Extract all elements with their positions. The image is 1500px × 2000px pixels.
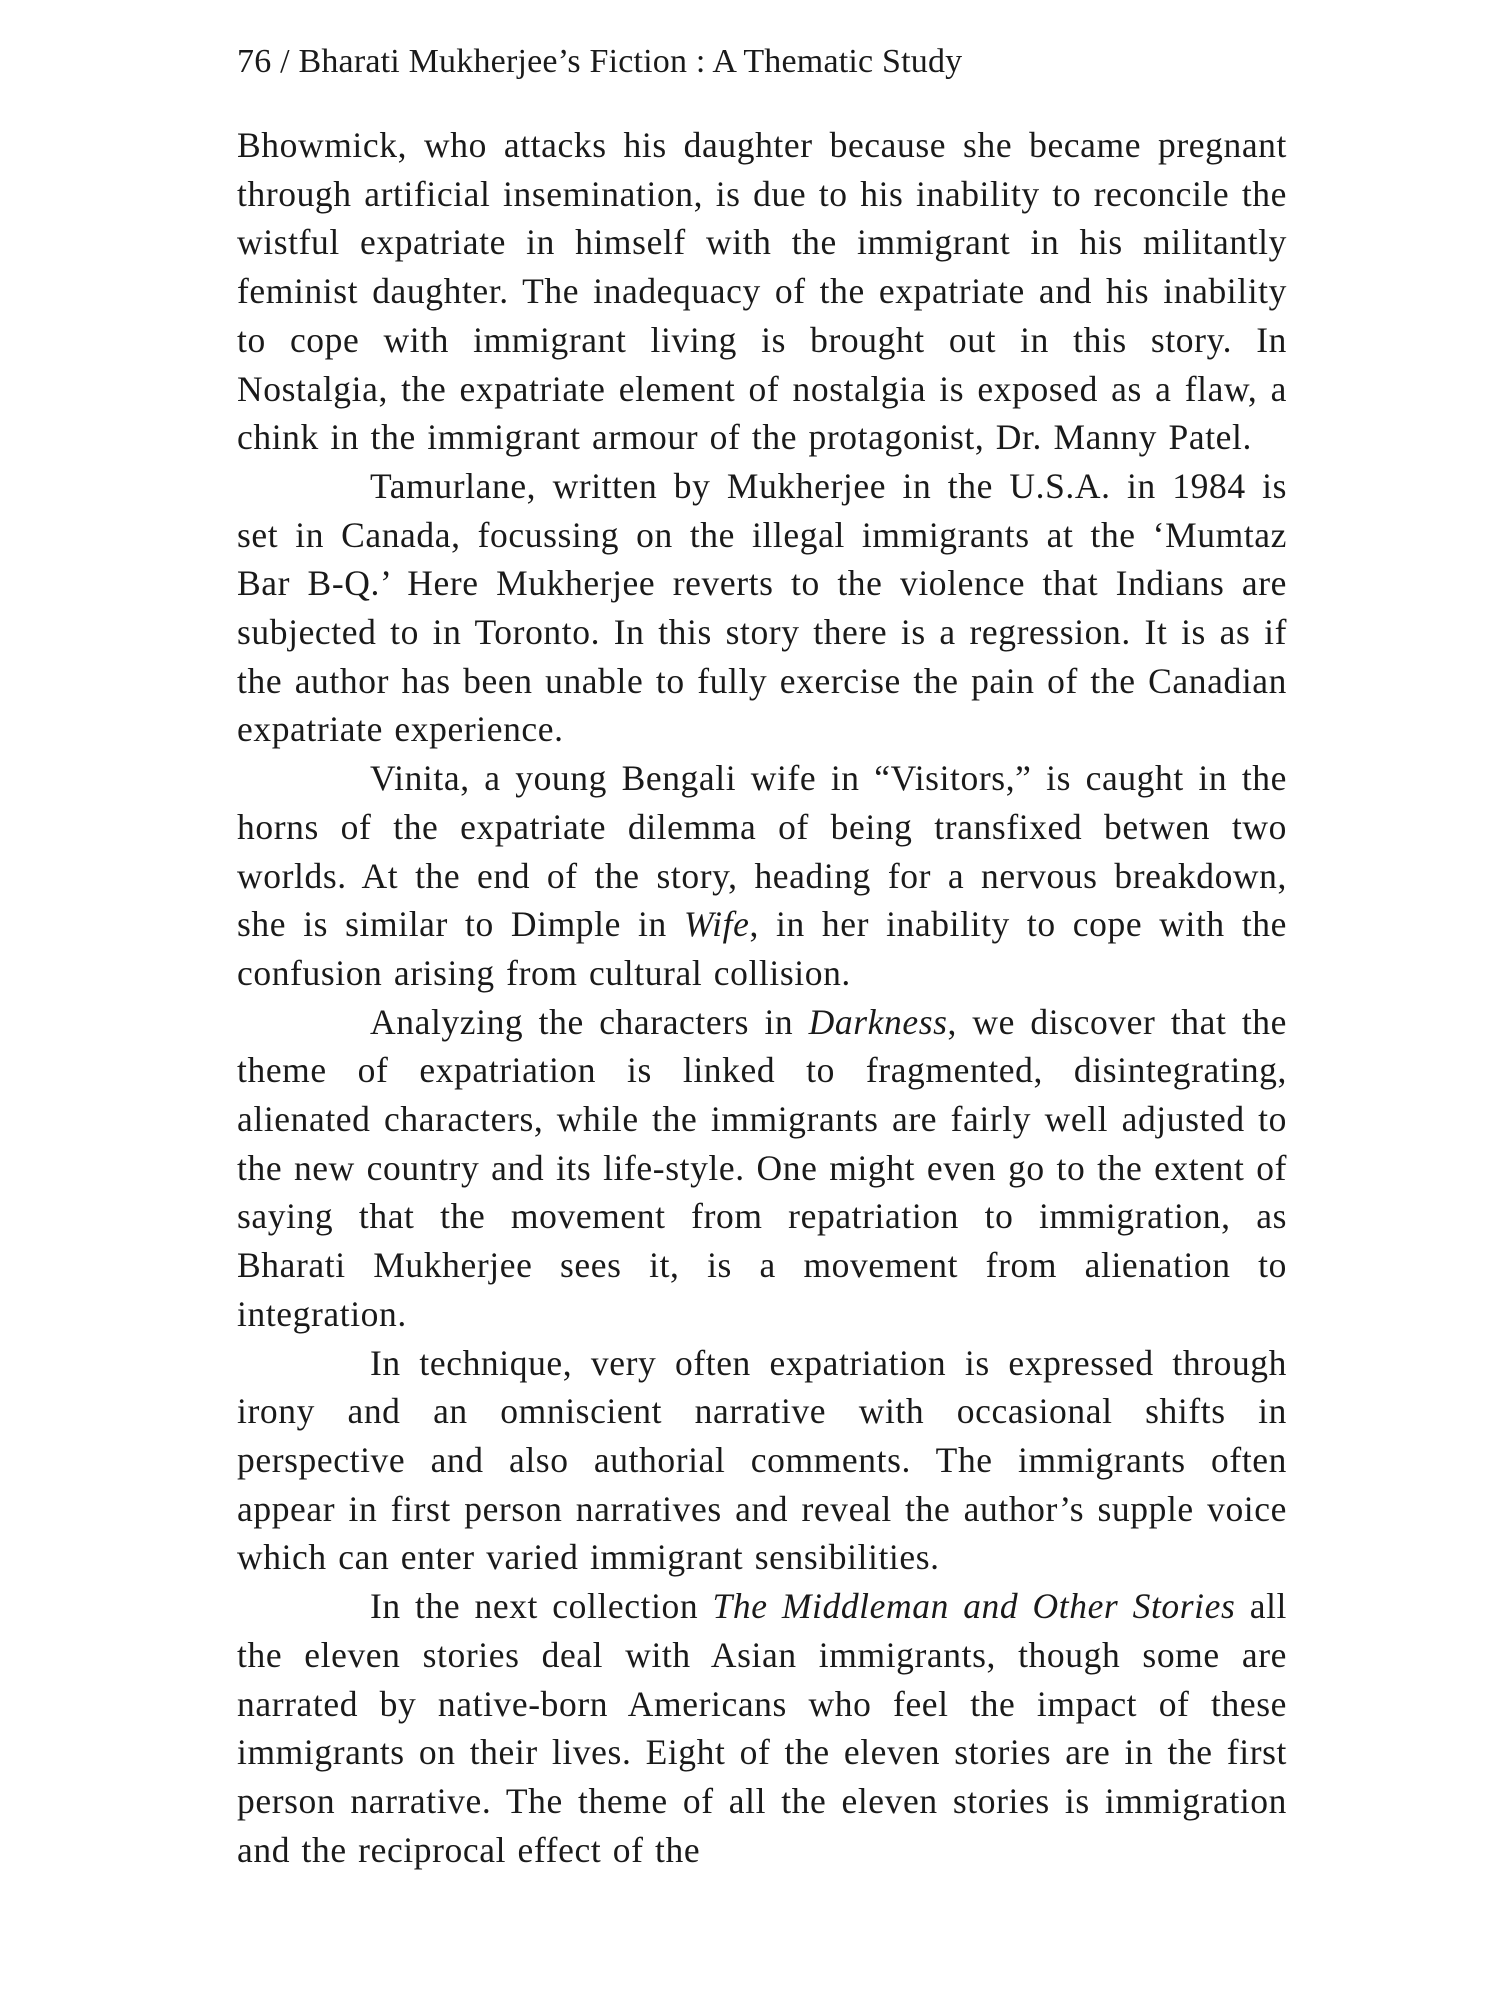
- book-title-wife: Wife: [683, 904, 750, 945]
- book-title-darkness: Darkness: [808, 1001, 948, 1042]
- paragraph-4-text-before: Analyzing the characters in: [370, 1001, 809, 1042]
- paragraph-3-text-after: , in her inability to cope with the confusion arising from cultural collision.: [237, 904, 1288, 993]
- paragraph-6: [237, 1582, 1287, 1874]
- running-head: 76 / Bharati Mukherjee’s Fiction : A Thematic Study: [237, 43, 963, 80]
- paragraph-6-text-after: all the eleven stories deal with Asian immigrants, though some are narrated by native-born Americans who feel the impact of these immigrants on their lives. Eight of the eleven stories are in the first person narrative. The theme of all the eleven stories is immigration and the reciprocal effect of the: [237, 1586, 1287, 1870]
- paragraph-3-text-before: Vinita, a young Bengali wife in “Visitors,” is caught in the horns of the expatriate dilemma of being transfixed betwen two worlds. At the end of the story, heading for a nervous breakdown, she is similar to Dimple in: [237, 758, 1287, 945]
- book-title-middleman: The Middleman and Other Stories: [712, 1586, 1236, 1627]
- paragraph-5: In technique, very often expatriation is expressed through irony and an omniscient narrative with occasional shifts in perspective and also authorial comments. The immigrants often appear in first person narratives and reveal the author’s supple voice which can enter varied immigrant sensibilities.: [237, 1342, 1287, 1578]
- body-text: [237, 121, 1287, 1874]
- paragraph-2: Tamurlane, written by Mukherjee in the U.S.A. in 1984 is set in Canada, focussing on the illegal immigrants at the ‘Mumtaz Bar B-Q.’ Here Mukherjee reverts to the violence that Indians are subjected to in Toronto. In this story there is a regression. It is as if the author has been unable to fully exercise the pain of the Canadian expatriate experience.: [237, 465, 1287, 750]
- paragraph-3: [237, 754, 1287, 998]
- paragraph-1: Bhowmick, who attacks his daughter because she became pregnant through artificial insemination, is due to his inability to reconcile the wistful expatriate in himself with the immigrant in his militantly feminist daughter. The inadequacy of the expatriate and his inability to cope with immigrant living is brought out in this story. In Nostalgia, the expatriate element of nostalgia is exposed as a flaw, a chink in the immigrant armour of the protagonist, Dr. Manny Patel.: [237, 125, 1287, 458]
- paragraph-4-text-after: , we discover that the theme of expatriation is linked to fragmented, disintegrating, alienated characters, while the immigrants are fairly well adjusted to the new country and its life-style. One might even go to the extent of saying that the movement from repatriation to immigration, as Bharati Mukherjee sees it, is a movement from alienation to integration.: [237, 1001, 1287, 1334]
- paragraph-6-text-before: In the next collection: [370, 1586, 713, 1627]
- paragraph-4: [237, 998, 1287, 1339]
